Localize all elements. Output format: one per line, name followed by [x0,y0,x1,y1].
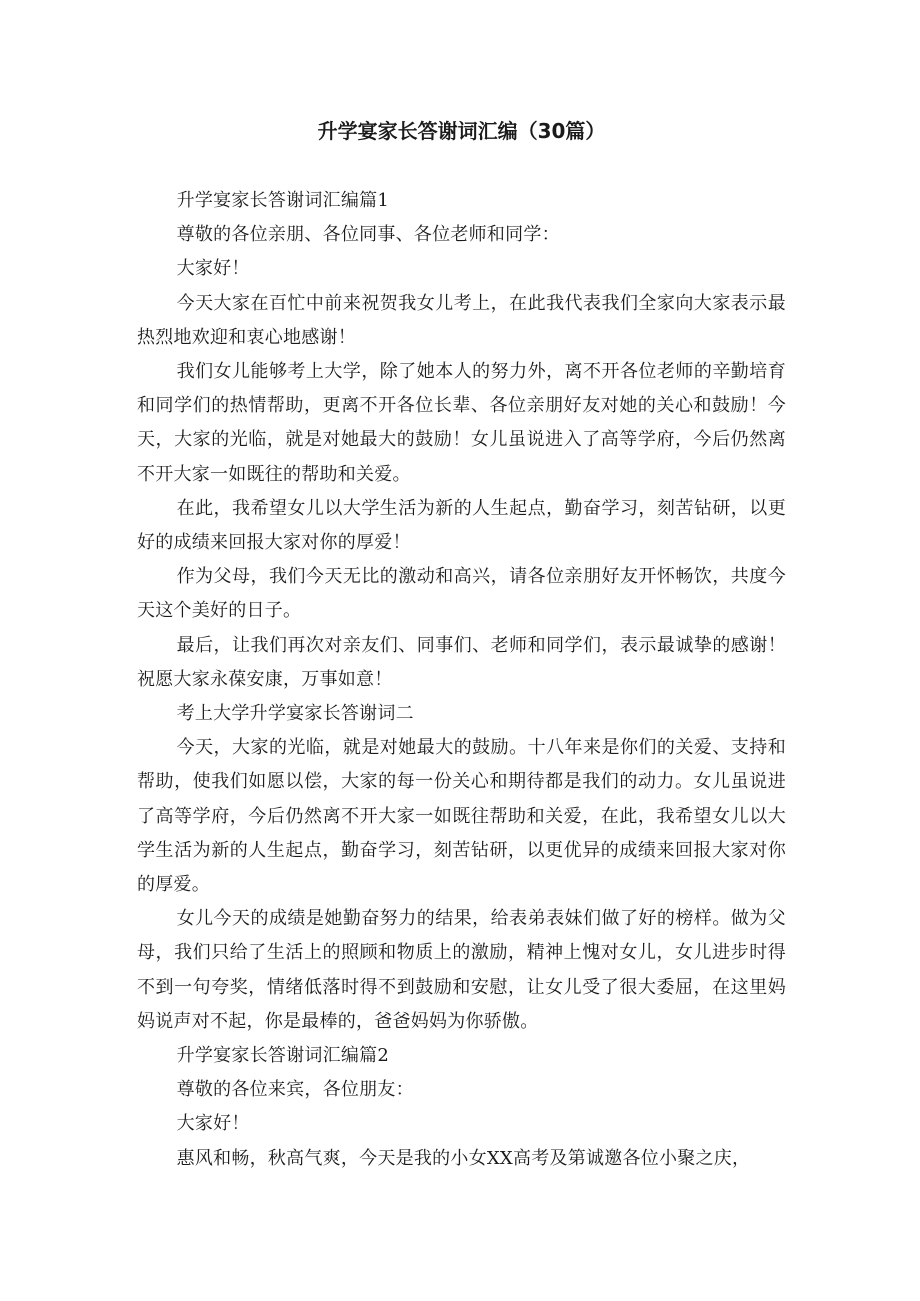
paragraph: 今天大家在百忙中前来祝贺我女儿考上，在此我代表我们全家向大家表示最热烈地欢迎和衷心地感谢！ [137,292,786,348]
paragraph: 最后，让我们再次对亲友们、同事们、老师和同学们，表示最诚挚的感谢！祝愿大家永葆安康，万事如意！ [137,634,786,690]
paragraph: 今天，大家的光临，就是对她最大的鼓励。十八年来是你们的关爱、支持和帮助，使我们如愿以偿，大家的每一份关心和期待都是我们的动力。女儿虽说进了高等学府，今后仍然离不开大家一如既往帮助和关爱，在此，我希望女儿以大学生活为新的人生起点，勤奋学习，刻苦钻研，以更优异的成绩来回报大家对你的厚爱。 [137,737,786,896]
section-heading: 升学宴家长答谢词汇编篇2 [176,1045,390,1067]
paragraph: 尊敬的各位亲朋、各位同事、各位老师和同学： [176,224,560,246]
paragraph: 惠风和畅，秋高气爽，今天是我的小女XX高考及第诚邀各位小聚之庆， [176,1147,751,1169]
section-heading: 考上大学升学宴家长答谢词二 [176,703,414,725]
document-title: 升学宴家长答谢词汇编（30篇） [317,119,606,143]
paragraph: 作为父母，我们今天无比的激动和高兴，请各位亲朋好友开怀畅饮，共度今天这个美好的日子。 [137,566,786,622]
paragraph: 大家好！ [176,1113,250,1135]
document-body [137,184,786,1176]
paragraph: 我们女儿能够考上大学，除了她本人的努力外，离不开各位老师的辛勤培育和同学们的热情帮助，更离不开各位长辈、各位亲朋好友对她的关心和鼓励！今天，大家的光临，就是对她最大的鼓励！女儿虽说进入了高等学府，今后仍然离不开大家一如既往的帮助和关爱。 [137,361,786,485]
section-heading: 升学宴家长答谢词汇编篇1 [176,190,390,211]
paragraph: 大家好！ [176,258,250,280]
paragraph: 在此，我希望女儿以大学生活为新的人生起点，勤奋学习，刻苦钻研，以更好的成绩来回报大家对你的厚爱！ [137,497,786,554]
paragraph: 女儿今天的成绩是她勤奋努力的结果，给表弟表妹们做了好的榜样。做为父母，我们只给了生活上的照顾和物质上的激励，精神上愧对女儿，女儿进步时得不到一句夸奖，情绪低落时得不到鼓励和安慰，让女儿受了很大委屈，在这里妈妈说声对不起，你是最棒的，爸爸妈妈为你骄傲。 [137,908,786,1032]
paragraph: 尊敬的各位来宾，各位朋友： [176,1079,414,1101]
